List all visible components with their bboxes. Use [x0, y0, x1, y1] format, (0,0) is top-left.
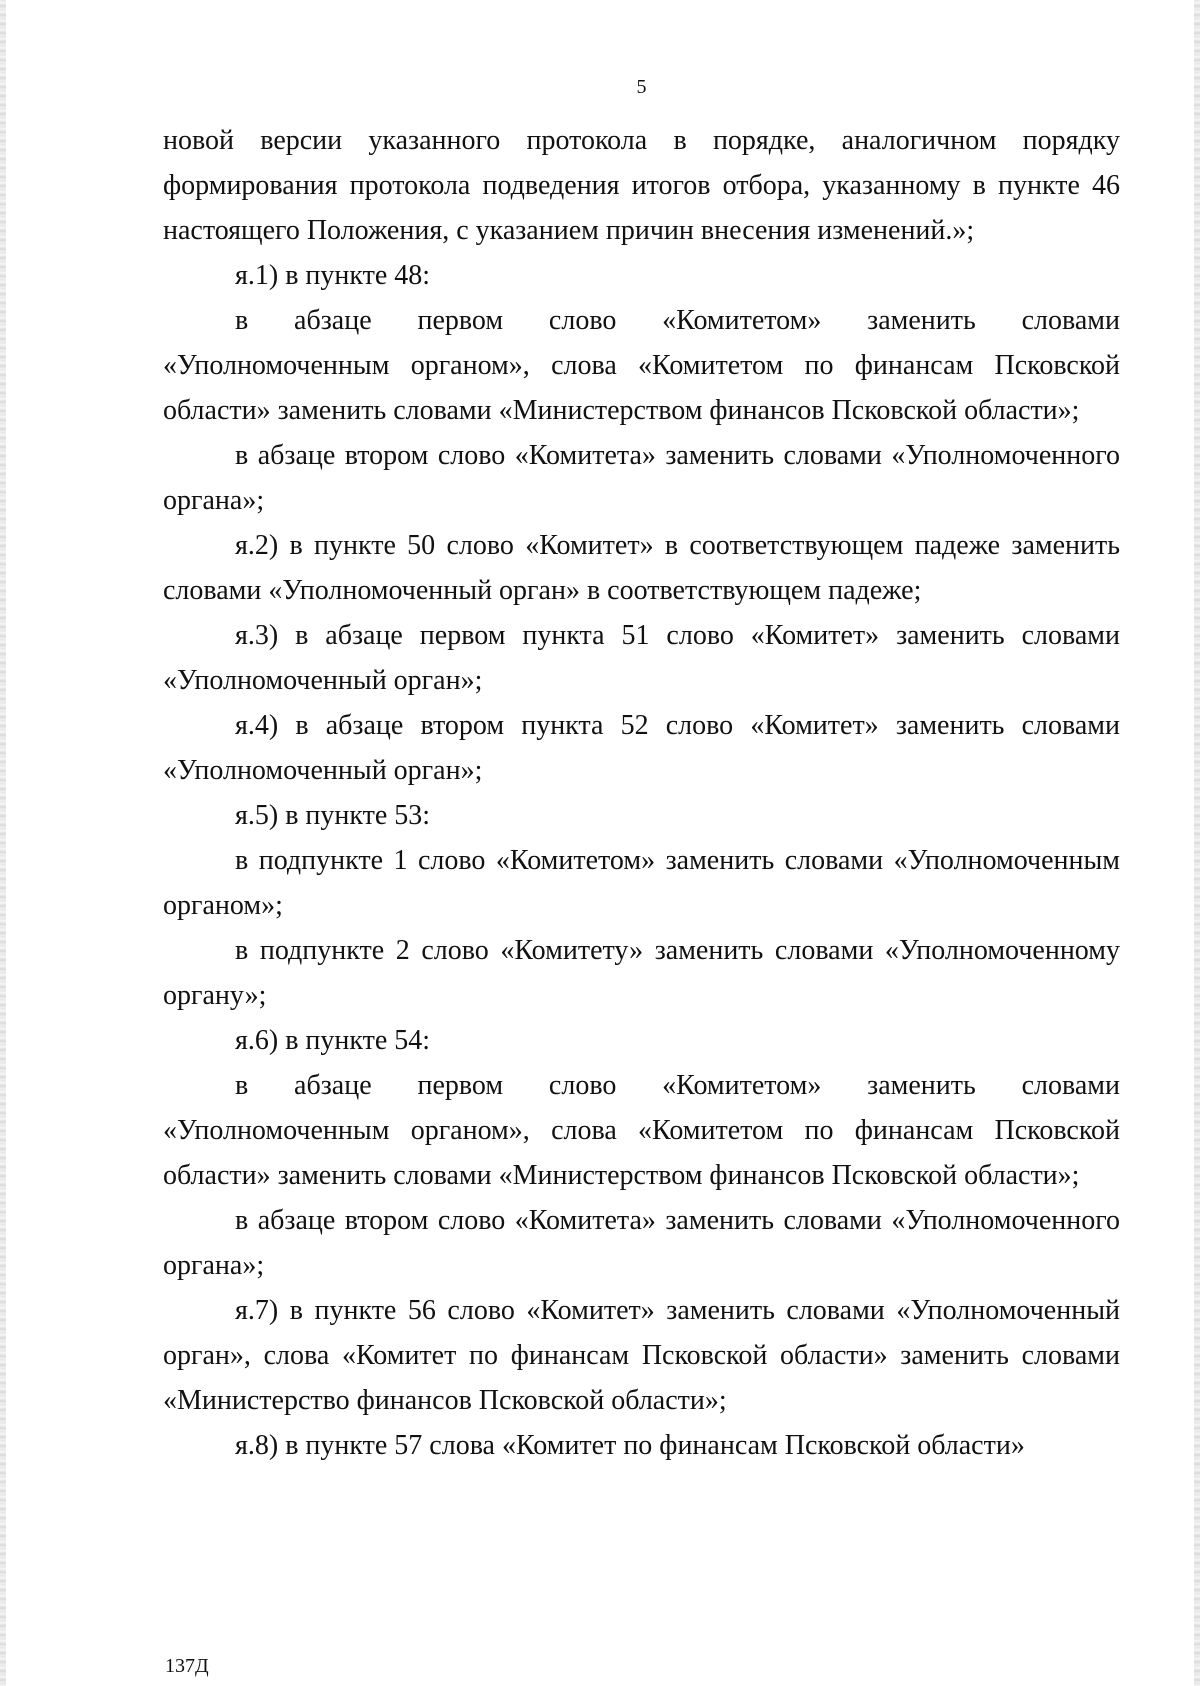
- scan-edge-right: [1194, 0, 1200, 1686]
- paragraph: я.5) в пункте 53:: [235, 800, 431, 831]
- paragraph: я.3) в абзаце первом пункта 51 слово «Комитет» заменить словами «Уполномоченный орган»;: [163, 620, 1120, 696]
- scan-edge-left: [0, 0, 6, 1686]
- paragraph: я.8) в пункте 57 слова «Комитет по финансам Псковской области»: [235, 1430, 1025, 1461]
- paragraph: в абзаце первом слово «Комитетом» заменить словами «Уполномоченным органом», слова «Комитетом по финансам Псковской области» заменить словами «Министерством финансов Псковской области»;: [163, 1070, 1120, 1191]
- document-body: [163, 118, 1120, 1468]
- paragraph: я.6) в пункте 54:: [235, 1025, 431, 1056]
- paragraph: в абзаце втором слово «Комитета» заменить словами «Уполномоченного органа»;: [163, 440, 1120, 516]
- paragraph: я.4) в абзаце втором пункта 52 слово «Комитет» заменить словами «Уполномоченный орган»;: [163, 710, 1120, 786]
- document-code: 137Д: [165, 1655, 209, 1677]
- paragraph: я.7) в пункте 56 слово «Комитет» заменить словами «Уполномоченный орган», слова «Комитет по финансам Псковской области» заменить словами «Министерство финансов Псковской области»;: [163, 1295, 1120, 1416]
- paragraph: в подпункте 2 слово «Комитету» заменить словами «Уполномоченному органу»;: [163, 935, 1120, 1011]
- paragraph: я.1) в пункте 48:: [235, 260, 431, 291]
- paragraph: в абзаце первом слово «Комитетом» заменить словами «Уполномоченным органом», слова «Комитетом по финансам Псковской области» заменить словами «Министерством финансов Псковской области»;: [163, 305, 1120, 426]
- paragraph: я.2) в пункте 50 слово «Комитет» в соответствующем падеже заменить словами «Уполномоченный орган» в соответствующем падеже;: [163, 530, 1120, 606]
- paragraph: в абзаце втором слово «Комитета» заменить словами «Уполномоченного органа»;: [163, 1205, 1120, 1281]
- paragraph: новой версии указанного протокола в порядке, аналогичном порядку формирования протокола подведения итогов отбора, указанному в пункте 46 настоящего Положения, с указанием причин внесения изменений.»;: [163, 125, 1120, 246]
- paragraph: в подпункте 1 слово «Комитетом» заменить словами «Уполномоченным органом»;: [163, 845, 1120, 921]
- page-number: 5: [636, 76, 647, 98]
